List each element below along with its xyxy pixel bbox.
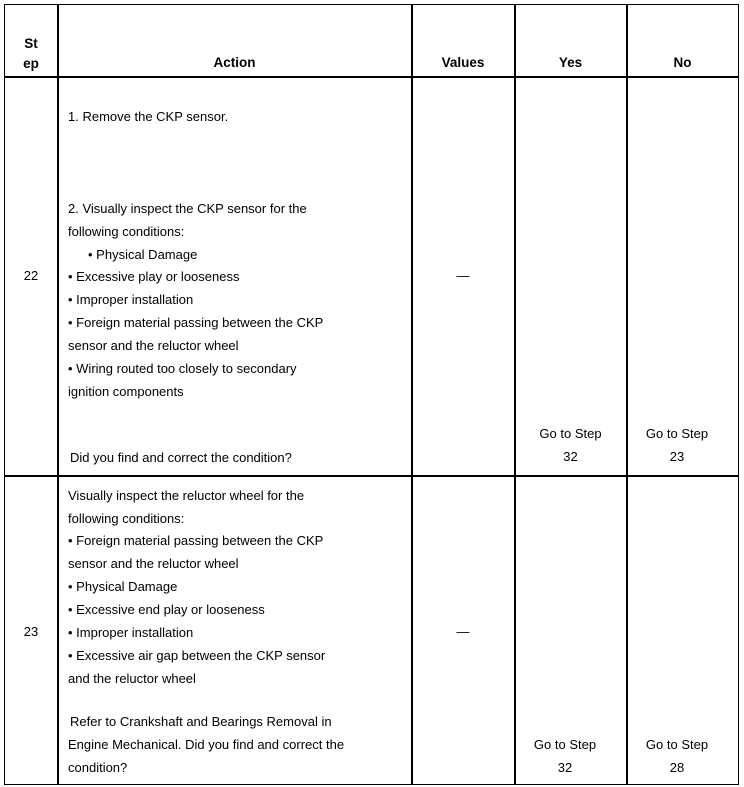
action-line: • Improper installation [68,625,194,640]
action-line: 2. Visually inspect the CKP sensor for the [68,201,307,216]
action-line: • Excessive end play or looseness [68,602,265,617]
yes-label: Go to Step [533,737,597,752]
no-label: Go to Step [645,737,709,752]
header-step [5,34,57,74]
yes-label: Go to Step [539,426,602,441]
no-label: Go to Step [645,426,709,441]
values-cell: — [456,268,470,283]
yes-step: 32 [557,760,573,775]
action-line: Visually inspect the reluctor wheel for the [68,488,305,503]
action-line: • Physical Damage [68,579,178,594]
action-line: sensor and the reluctor wheel [68,338,239,353]
row-divider [4,76,739,78]
column-divider [514,4,516,785]
column-divider [626,4,628,785]
no-step: 28 [669,760,685,775]
column-divider [411,4,413,785]
action-line: Engine Mechanical. Did you find and correct the [68,737,345,752]
no-cell [627,733,727,779]
header-no: No [673,55,692,70]
column-divider [57,4,59,785]
yes-cell [515,422,626,468]
action-line: • Excessive air gap between the CKP sensor [68,648,326,663]
header-step-line1: St [24,36,38,51]
header-values: Values [441,55,485,70]
header-step-line2: ep [23,56,39,71]
action-line: Refer to Crankshaft and Bearings Removal in [70,714,332,729]
action-question: condition? [68,760,128,775]
action-line: • Excessive play or looseness [68,269,240,284]
action-line: sensor and the reluctor wheel [68,556,239,571]
no-cell [627,422,727,468]
action-line: • Physical Damage [88,247,198,262]
step-number: 22 [23,268,39,283]
action-line: • Foreign material passing between the CKP [68,315,324,330]
header-action: Action [213,55,256,70]
step-number: 23 [23,624,39,639]
header-yes: Yes [558,55,583,70]
action-question: Did you find and correct the condition? [70,450,292,465]
action-line: • Improper installation [68,292,194,307]
action-line: ignition components [68,384,184,399]
row-divider [4,475,739,477]
action-line: following conditions: [68,224,185,239]
action-line: 1. Remove the CKP sensor. [68,109,229,124]
values-cell: — [456,624,470,639]
no-step: 23 [669,449,685,464]
yes-step: 32 [563,449,578,464]
action-line: • Foreign material passing between the CKP [68,533,324,548]
action-line: following conditions: [68,511,185,526]
action-line: and the reluctor wheel [68,671,196,686]
yes-cell [515,733,615,779]
action-line: • Wiring routed too closely to secondary [68,361,297,376]
